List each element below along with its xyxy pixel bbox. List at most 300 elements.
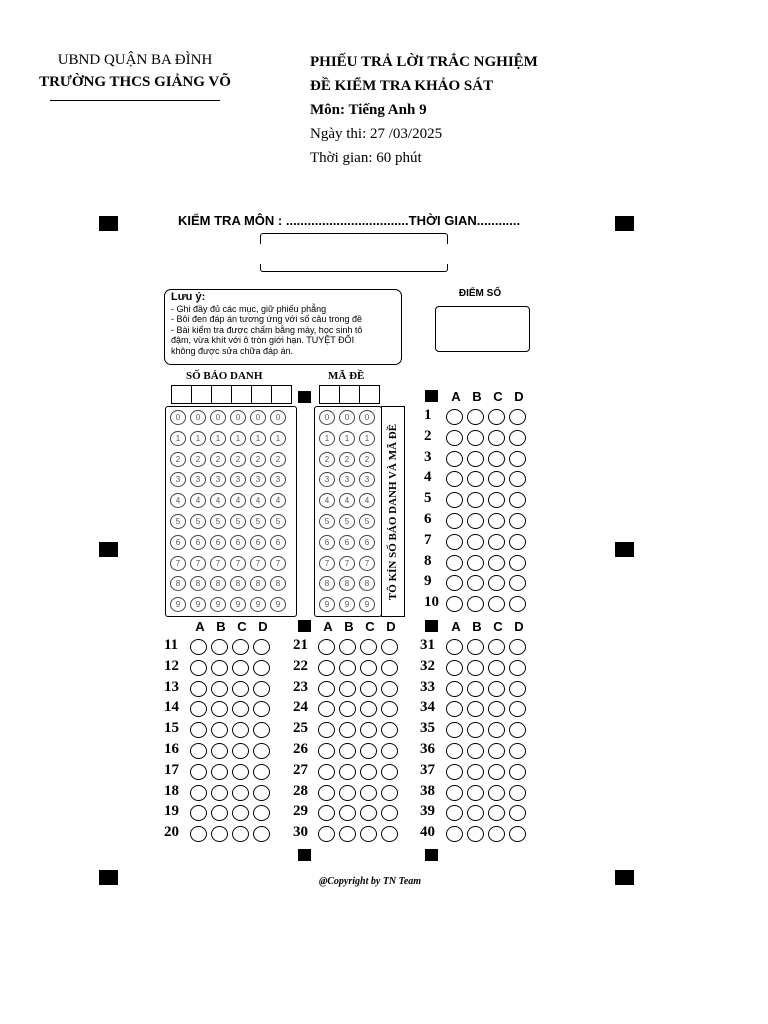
question-number: 12 <box>164 657 179 674</box>
answer-bubble-a[interactable] <box>190 722 207 738</box>
answer-bubble-b[interactable] <box>467 681 484 697</box>
digit-bubble[interactable]: 8 <box>170 576 186 591</box>
digit-bubble[interactable]: 8 <box>250 576 266 591</box>
answer-bubble-a[interactable] <box>446 660 463 676</box>
note-line: - Bài kiểm tra được chấm bằng máy, học sinh tô <box>171 324 363 335</box>
digit-bubble[interactable]: 6 <box>250 535 266 550</box>
digit-bubble[interactable]: 7 <box>210 556 226 571</box>
answer-bubble-d[interactable] <box>253 785 270 801</box>
answer-bubble-d[interactable] <box>509 639 526 655</box>
digit-bubble[interactable]: 3 <box>339 472 355 487</box>
answer-bubble-b[interactable] <box>211 701 228 717</box>
answer-bubble-c[interactable] <box>488 785 505 801</box>
option-label: C <box>237 619 247 634</box>
answer-bubble-d[interactable] <box>381 785 398 801</box>
answer-bubble-b[interactable] <box>211 764 228 780</box>
answer-bubble-a[interactable] <box>446 409 463 425</box>
question-number: 5 <box>424 490 432 507</box>
candidate-number-label: SỐ BÁO DANH <box>186 370 263 382</box>
question-number: 14 <box>164 699 179 716</box>
digit-bubble[interactable]: 2 <box>250 452 266 467</box>
answer-bubble-a[interactable] <box>190 701 207 717</box>
question-number: 30 <box>293 824 308 841</box>
answer-bubble-d[interactable] <box>381 764 398 780</box>
digit-bubble[interactable]: 0 <box>190 410 206 425</box>
answer-bubble-d[interactable] <box>381 722 398 738</box>
answer-bubble-b[interactable] <box>339 701 356 717</box>
digit-bubble[interactable]: 4 <box>210 493 226 508</box>
answer-bubble-c[interactable] <box>360 785 377 801</box>
option-label: B <box>472 619 482 634</box>
digit-bubble[interactable]: 6 <box>170 535 186 550</box>
answer-bubble-c[interactable] <box>488 555 505 571</box>
digit-bubble[interactable]: 1 <box>190 431 206 446</box>
digit-bubble[interactable]: 1 <box>250 431 266 446</box>
digit-bubble[interactable]: 8 <box>210 576 226 591</box>
answer-bubble-c[interactable] <box>360 701 377 717</box>
answer-bubble-c[interactable] <box>488 805 505 821</box>
answer-bubble-a[interactable] <box>446 513 463 529</box>
digit-bubble[interactable]: 5 <box>339 514 355 529</box>
answer-bubble-c[interactable] <box>232 660 249 676</box>
answer-bubble-d[interactable] <box>509 409 526 425</box>
digit-bubble[interactable]: 9 <box>210 597 226 612</box>
question-number: 24 <box>293 699 308 716</box>
digit-bubble[interactable]: 0 <box>170 410 186 425</box>
answer-bubble-a[interactable] <box>318 639 335 655</box>
answer-bubble-b[interactable] <box>467 534 484 550</box>
answer-bubble-b[interactable] <box>467 513 484 529</box>
answer-bubble-a[interactable] <box>446 471 463 487</box>
option-label: C <box>493 619 503 634</box>
answer-bubble-b[interactable] <box>339 722 356 738</box>
answer-bubble-d[interactable] <box>509 534 526 550</box>
answer-bubble-d[interactable] <box>509 660 526 676</box>
digit-bubble[interactable]: 8 <box>319 576 335 591</box>
note-line: - Bôi đen đáp án tương ứng với số câu trong đề <box>171 314 362 324</box>
digit-bubble[interactable]: 0 <box>230 410 246 425</box>
answer-bubble-d[interactable] <box>509 826 526 842</box>
digit-bubble[interactable]: 7 <box>230 556 246 571</box>
answer-bubble-d[interactable] <box>509 471 526 487</box>
answer-bubble-c[interactable] <box>488 451 505 467</box>
answer-bubble-c[interactable] <box>232 805 249 821</box>
digit-bubble[interactable]: 4 <box>319 493 335 508</box>
answer-bubble-a[interactable] <box>446 639 463 655</box>
answer-bubble-b[interactable] <box>467 575 484 591</box>
answer-bubble-c[interactable] <box>360 660 377 676</box>
answer-bubble-b[interactable] <box>467 743 484 759</box>
answer-bubble-c[interactable] <box>488 826 505 842</box>
answer-bubble-d[interactable] <box>381 701 398 717</box>
digit-bubble[interactable]: 8 <box>359 576 375 591</box>
answer-bubble-a[interactable] <box>446 764 463 780</box>
answer-bubble-d[interactable] <box>509 805 526 821</box>
answer-bubble-a[interactable] <box>190 660 207 676</box>
answer-bubble-a[interactable] <box>318 826 335 842</box>
answer-bubble-b[interactable] <box>467 785 484 801</box>
digit-bubble[interactable]: 9 <box>190 597 206 612</box>
answer-bubble-d[interactable] <box>253 764 270 780</box>
digit-bubble[interactable]: 6 <box>270 535 286 550</box>
digit-bubble[interactable]: 2 <box>190 452 206 467</box>
answer-bubble-b[interactable] <box>339 681 356 697</box>
digit-bubble[interactable]: 1 <box>359 431 375 446</box>
digit-bubble[interactable]: 4 <box>170 493 186 508</box>
digit-bubble[interactable]: 9 <box>319 597 335 612</box>
digit-bubble[interactable]: 4 <box>339 493 355 508</box>
answer-bubble-d[interactable] <box>509 513 526 529</box>
answer-bubble-d[interactable] <box>253 639 270 655</box>
answer-bubble-d[interactable] <box>509 785 526 801</box>
answer-bubble-d[interactable] <box>509 722 526 738</box>
answer-bubble-a[interactable] <box>446 575 463 591</box>
answer-bubble-b[interactable] <box>211 826 228 842</box>
answer-bubble-b[interactable] <box>467 722 484 738</box>
digit-bubble[interactable]: 1 <box>230 431 246 446</box>
digit-bubble[interactable]: 7 <box>250 556 266 571</box>
subject-line: Môn: Tiếng Anh 9 <box>310 102 427 118</box>
answer-bubble-d[interactable] <box>509 575 526 591</box>
answer-bubble-c[interactable] <box>232 826 249 842</box>
option-label: D <box>386 619 396 634</box>
question-number: 37 <box>420 761 435 778</box>
answer-bubble-d[interactable] <box>509 596 526 612</box>
answer-bubble-b[interactable] <box>339 639 356 655</box>
digit-bubble[interactable]: 5 <box>170 514 186 529</box>
option-label: C <box>365 619 375 634</box>
digit-bubble[interactable]: 7 <box>170 556 186 571</box>
answer-bubble-a[interactable] <box>318 722 335 738</box>
fill-instruction-text: TÔ KÍN SỐ BÁO DANH VÀ MÃ ĐỀ <box>387 423 399 600</box>
answer-bubble-b[interactable] <box>467 764 484 780</box>
answer-bubble-b[interactable] <box>467 660 484 676</box>
test-code-label: MÃ ĐỀ <box>328 370 365 382</box>
answer-bubble-d[interactable] <box>509 430 526 446</box>
question-number: 36 <box>420 741 435 757</box>
answer-bubble-a[interactable] <box>446 596 463 612</box>
option-label: D <box>258 619 268 634</box>
digit-bubble[interactable]: 3 <box>270 472 286 487</box>
answer-bubble-b[interactable] <box>467 555 484 571</box>
digit-bubble[interactable]: 5 <box>250 514 266 529</box>
digit-bubble[interactable]: 0 <box>339 410 355 425</box>
answer-bubble-a[interactable] <box>190 826 207 842</box>
digit-bubble[interactable]: 5 <box>319 514 335 529</box>
digit-bubble[interactable]: 1 <box>339 431 355 446</box>
answer-bubble-b[interactable] <box>339 805 356 821</box>
answer-bubble-c[interactable] <box>488 513 505 529</box>
answer-bubble-a[interactable] <box>190 639 207 655</box>
answer-bubble-a[interactable] <box>446 722 463 738</box>
registration-mark-bottom-col2 <box>298 849 311 861</box>
digit-bubble[interactable]: 8 <box>230 576 246 591</box>
answer-bubble-c[interactable] <box>360 764 377 780</box>
digit-bubble[interactable]: 2 <box>359 452 375 467</box>
answer-bubble-a[interactable] <box>446 492 463 508</box>
registration-mark-bottom-col3 <box>425 849 438 861</box>
digit-bubble[interactable]: 8 <box>339 576 355 591</box>
answer-bubble-a[interactable] <box>446 681 463 697</box>
answer-bubble-d[interactable] <box>381 639 398 655</box>
digit-bubble[interactable]: 5 <box>210 514 226 529</box>
answer-bubble-a[interactable] <box>318 681 335 697</box>
digit-bubble[interactable]: 9 <box>270 597 286 612</box>
answer-bubble-c[interactable] <box>360 805 377 821</box>
question-number: 35 <box>420 720 435 737</box>
answer-bubble-d[interactable] <box>381 660 398 676</box>
answer-bubble-b[interactable] <box>211 660 228 676</box>
answer-bubble-d[interactable] <box>253 743 270 759</box>
answer-bubble-a[interactable] <box>446 451 463 467</box>
digit-bubble[interactable]: 3 <box>170 472 186 487</box>
digit-bubble[interactable]: 8 <box>190 576 206 591</box>
answer-bubble-d[interactable] <box>253 681 270 697</box>
answer-bubble-d[interactable] <box>253 660 270 676</box>
answer-bubble-d[interactable] <box>509 681 526 697</box>
digit-bubble[interactable]: 2 <box>270 452 286 467</box>
answer-bubble-a[interactable] <box>190 681 207 697</box>
note-line: không được sửa chữa đáp án. <box>171 345 294 356</box>
answer-bubble-b[interactable] <box>211 743 228 759</box>
answer-bubble-a[interactable] <box>446 743 463 759</box>
score-label: ĐIỂM SỐ <box>458 288 502 299</box>
question-number: 21 <box>293 637 308 653</box>
question-number: 34 <box>420 699 435 716</box>
question-number: 20 <box>164 824 179 841</box>
question-number: 3 <box>424 448 432 465</box>
answer-bubble-c[interactable] <box>488 681 505 697</box>
answer-bubble-c[interactable] <box>488 722 505 738</box>
digit-bubble[interactable]: 2 <box>170 452 186 467</box>
digit-bubble[interactable]: 1 <box>210 431 226 446</box>
answer-bubble-d[interactable] <box>381 805 398 821</box>
digit-bubble[interactable]: 4 <box>190 493 206 508</box>
answer-bubble-d[interactable] <box>509 764 526 780</box>
answer-bubble-a[interactable] <box>446 534 463 550</box>
answer-bubble-d[interactable] <box>253 701 270 717</box>
answer-bubble-b[interactable] <box>467 492 484 508</box>
question-number: 19 <box>164 803 179 820</box>
digit-bubble[interactable]: 7 <box>319 556 335 571</box>
answer-bubble-b[interactable] <box>339 764 356 780</box>
question-number: 4 <box>424 469 432 486</box>
answer-bubble-a[interactable] <box>190 805 207 821</box>
answer-bubble-c[interactable] <box>232 743 249 759</box>
digit-bubble[interactable]: 2 <box>210 452 226 467</box>
answer-bubble-c[interactable] <box>488 701 505 717</box>
digit-bubble[interactable]: 9 <box>359 597 375 612</box>
answer-bubble-d[interactable] <box>509 451 526 467</box>
answer-bubble-c[interactable] <box>488 764 505 780</box>
answer-bubble-c[interactable] <box>488 409 505 425</box>
answer-bubble-a[interactable] <box>318 785 335 801</box>
digit-bubble[interactable]: 5 <box>359 514 375 529</box>
exam-date: Ngày thi: 27 /03/2025 <box>310 126 443 142</box>
answer-bubble-a[interactable] <box>190 743 207 759</box>
answer-bubble-c[interactable] <box>488 471 505 487</box>
question-number: 38 <box>420 782 435 799</box>
answer-bubble-c[interactable] <box>488 492 505 508</box>
question-number: 2 <box>424 427 432 444</box>
answer-bubble-a[interactable] <box>318 743 335 759</box>
question-number: 22 <box>293 657 308 674</box>
answer-bubble-d[interactable] <box>253 805 270 821</box>
answer-bubble-c[interactable] <box>360 681 377 697</box>
option-label: D <box>514 619 524 634</box>
answer-bubble-d[interactable] <box>381 681 398 697</box>
answer-bubble-c[interactable] <box>232 639 249 655</box>
digit-bubble[interactable]: 6 <box>359 535 375 550</box>
answer-bubble-b[interactable] <box>211 681 228 697</box>
digit-bubble[interactable]: 1 <box>319 431 335 446</box>
answer-bubble-b[interactable] <box>467 409 484 425</box>
digit-bubble[interactable]: 4 <box>230 493 246 508</box>
answer-bubble-a[interactable] <box>318 805 335 821</box>
answer-bubble-c[interactable] <box>488 430 505 446</box>
answer-bubble-b[interactable] <box>467 451 484 467</box>
digit-bubble[interactable]: 4 <box>250 493 266 508</box>
digit-bubble[interactable]: 7 <box>359 556 375 571</box>
digit-bubble[interactable]: 9 <box>230 597 246 612</box>
answer-bubble-c[interactable] <box>232 764 249 780</box>
answer-bubble-c[interactable] <box>360 743 377 759</box>
digit-bubble[interactable]: 1 <box>170 431 186 446</box>
digit-bubble[interactable]: 0 <box>319 410 335 425</box>
option-label: D <box>514 389 524 404</box>
answer-bubble-a[interactable] <box>190 785 207 801</box>
answer-bubble-b[interactable] <box>467 701 484 717</box>
option-label: A <box>195 619 205 634</box>
question-number: 40 <box>420 824 435 841</box>
digit-bubble[interactable]: 3 <box>319 472 335 487</box>
answer-bubble-b[interactable] <box>339 826 356 842</box>
digit-bubble[interactable]: 4 <box>359 493 375 508</box>
answer-bubble-a[interactable] <box>446 701 463 717</box>
answer-bubble-a[interactable] <box>446 805 463 821</box>
answer-bubble-c[interactable] <box>232 701 249 717</box>
digit-bubble[interactable]: 0 <box>250 410 266 425</box>
answer-bubble-b[interactable] <box>211 722 228 738</box>
note-title: Lưu ý: <box>171 291 206 303</box>
digit-bubble[interactable]: 2 <box>230 452 246 467</box>
answer-bubble-c[interactable] <box>360 639 377 655</box>
answer-bubble-a[interactable] <box>318 660 335 676</box>
answer-bubble-b[interactable] <box>211 639 228 655</box>
digit-bubble[interactable]: 7 <box>270 556 286 571</box>
digit-bubble[interactable]: 5 <box>230 514 246 529</box>
answer-bubble-b[interactable] <box>339 785 356 801</box>
question-number: 18 <box>164 782 179 799</box>
digit-bubble[interactable]: 2 <box>319 452 335 467</box>
answer-bubble-d[interactable] <box>253 722 270 738</box>
answer-bubble-c[interactable] <box>488 743 505 759</box>
digit-bubble[interactable]: 9 <box>170 597 186 612</box>
answer-bubble-b[interactable] <box>339 743 356 759</box>
digit-bubble[interactable]: 0 <box>270 410 286 425</box>
answer-bubble-a[interactable] <box>318 701 335 717</box>
answer-bubble-c[interactable] <box>360 826 377 842</box>
digit-bubble[interactable]: 9 <box>339 597 355 612</box>
digit-bubble[interactable]: 6 <box>319 535 335 550</box>
registration-mark-q21 <box>298 620 311 632</box>
digit-bubble[interactable]: 6 <box>339 535 355 550</box>
answer-bubble-b[interactable] <box>467 826 484 842</box>
answer-bubble-a[interactable] <box>446 826 463 842</box>
question-number: 1 <box>424 407 432 423</box>
digit-bubble[interactable]: 9 <box>250 597 266 612</box>
answer-bubble-d[interactable] <box>509 701 526 717</box>
answer-bubble-a[interactable] <box>318 764 335 780</box>
digit-bubble[interactable]: 5 <box>190 514 206 529</box>
option-label: A <box>323 619 333 634</box>
answer-bubble-b[interactable] <box>467 471 484 487</box>
answer-bubble-c[interactable] <box>488 596 505 612</box>
answer-bubble-d[interactable] <box>509 555 526 571</box>
answer-bubble-b[interactable] <box>211 805 228 821</box>
digit-bubble[interactable]: 6 <box>210 535 226 550</box>
digit-bubble[interactable]: 4 <box>270 493 286 508</box>
answer-bubble-d[interactable] <box>253 826 270 842</box>
exam-title: ĐỀ KIỂM TRA KHẢO SÁT <box>310 78 494 94</box>
digit-bubble[interactable]: 8 <box>270 576 286 591</box>
option-label: C <box>493 389 503 404</box>
digit-bubble[interactable]: 7 <box>190 556 206 571</box>
answer-bubble-c[interactable] <box>488 660 505 676</box>
answer-bubble-b[interactable] <box>211 785 228 801</box>
sheet-title: PHIẾU TRẢ LỜI TRẮC NGHIỆM <box>310 54 538 70</box>
option-label: A <box>451 619 461 634</box>
answer-bubble-c[interactable] <box>488 639 505 655</box>
answer-bubble-d[interactable] <box>381 826 398 842</box>
answer-bubble-a[interactable] <box>446 785 463 801</box>
answer-bubble-d[interactable] <box>509 492 526 508</box>
answer-bubble-b[interactable] <box>467 596 484 612</box>
digit-bubble[interactable]: 3 <box>210 472 226 487</box>
digit-bubble[interactable]: 2 <box>339 452 355 467</box>
answer-bubble-c[interactable] <box>488 575 505 591</box>
school-name: TRƯỜNG THCS GIẢNG VÕ <box>39 74 231 90</box>
question-number: 13 <box>164 678 179 695</box>
answer-bubble-c[interactable] <box>232 722 249 738</box>
digit-bubble[interactable]: 0 <box>210 410 226 425</box>
answer-bubble-b[interactable] <box>467 639 484 655</box>
answer-bubble-b[interactable] <box>467 805 484 821</box>
answer-bubble-c[interactable] <box>232 785 249 801</box>
digit-bubble[interactable]: 5 <box>270 514 286 529</box>
question-number: 33 <box>420 678 435 695</box>
answer-bubble-d[interactable] <box>381 743 398 759</box>
digit-bubble[interactable]: 3 <box>359 472 375 487</box>
digit-bubble[interactable]: 3 <box>190 472 206 487</box>
answer-bubble-a[interactable] <box>446 555 463 571</box>
answer-bubble-c[interactable] <box>488 534 505 550</box>
digit-bubble[interactable]: 7 <box>339 556 355 571</box>
digit-bubble[interactable]: 3 <box>250 472 266 487</box>
answer-bubble-c[interactable] <box>232 681 249 697</box>
answer-bubble-a[interactable] <box>446 430 463 446</box>
digit-bubble[interactable]: 1 <box>270 431 286 446</box>
answer-bubble-c[interactable] <box>360 722 377 738</box>
digit-bubble[interactable]: 6 <box>190 535 206 550</box>
answer-bubble-d[interactable] <box>509 743 526 759</box>
answer-bubble-b[interactable] <box>467 430 484 446</box>
answer-bubble-a[interactable] <box>190 764 207 780</box>
digit-bubble[interactable]: 0 <box>359 410 375 425</box>
digit-bubble[interactable]: 6 <box>230 535 246 550</box>
answer-bubble-b[interactable] <box>339 660 356 676</box>
digit-bubble[interactable]: 3 <box>230 472 246 487</box>
